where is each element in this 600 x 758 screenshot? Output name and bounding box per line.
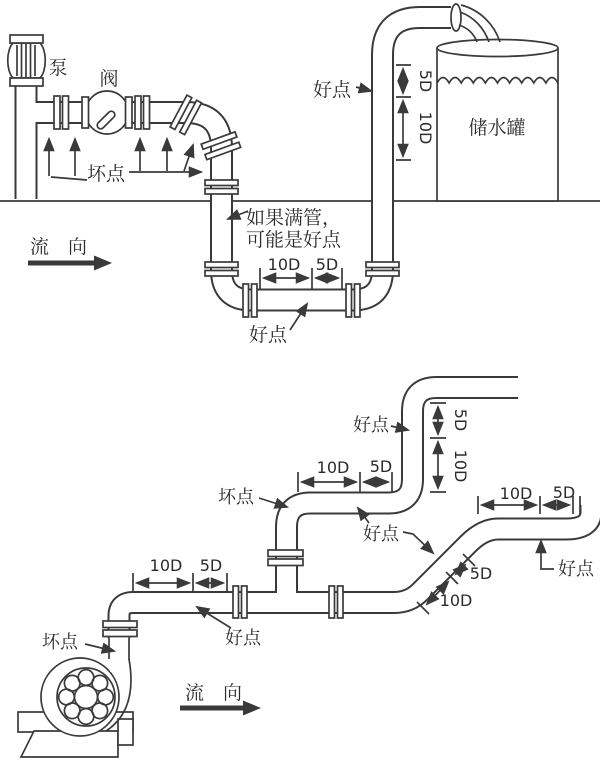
tank-label: 储水罐	[468, 117, 526, 139]
dim-riser-top	[396, 65, 435, 160]
flange-run-left-a	[243, 284, 249, 317]
bad-point-tee-label: 坏点	[218, 487, 254, 508]
good-point-run-label: 好点	[248, 324, 288, 346]
dim-10d-label: 10D	[451, 449, 470, 483]
dim-riser-bottom	[430, 403, 470, 492]
pipe-outlet-spout	[451, 4, 500, 42]
flange-after-valve-b	[144, 96, 150, 129]
flange-left-leg-b	[205, 271, 238, 277]
flow-label-top: 流 向	[30, 236, 88, 258]
flange-main-1b	[242, 586, 248, 618]
dim-5d-label: 5D	[315, 255, 339, 274]
flange-pump-outlet-b	[63, 96, 69, 129]
valve-label: 阀	[99, 68, 119, 90]
flange-main-2b	[338, 586, 344, 618]
blower-pump	[18, 636, 133, 757]
valve-body	[86, 91, 129, 134]
flow-label-bottom: 流 向	[185, 682, 243, 704]
tank-top-rim	[437, 40, 558, 57]
good-point-riser-label: 好点	[312, 79, 352, 101]
dim-10d-label: 10D	[439, 591, 473, 610]
top-pipes	[26, 18, 453, 301]
flange-blower-outlet-a	[103, 621, 137, 628]
dim-5d-label: 5D	[451, 408, 470, 432]
dim-run-top	[260, 255, 342, 290]
valve-right-disc	[126, 97, 133, 128]
pump-base-step	[118, 719, 133, 745]
flange-left-leg-a	[205, 262, 238, 268]
flange-main-1a	[233, 586, 239, 618]
flange-main-2a	[329, 586, 335, 618]
good-point-riser-leader	[356, 87, 371, 91]
flange-blower-outlet-b	[103, 630, 137, 637]
flange-run-right-b	[355, 284, 361, 317]
good-point-right-leader	[541, 541, 554, 569]
bad-point-tee-leader	[259, 498, 287, 507]
good-point-main-label: 好点	[225, 628, 261, 649]
dim-5d-label: 5D	[552, 483, 576, 502]
blower-outlet-bore	[110, 636, 128, 672]
flow-arrow-head	[94, 256, 112, 271]
pump-top	[8, 35, 46, 86]
flange-pump-outlet-a	[54, 96, 60, 129]
flange-after-valve-a	[135, 96, 141, 129]
dim-5d-label: 5D	[199, 556, 223, 575]
flange-tee-b	[268, 559, 303, 566]
dim-5d-label: 5D	[369, 457, 393, 476]
valve-left-disc	[82, 97, 89, 128]
pump-top-cap	[10, 35, 43, 43]
dim-10d-label: 10D	[267, 255, 301, 274]
full-pipe-note-line2: 可能是好点	[246, 229, 342, 251]
pump-bottom-cap	[10, 78, 43, 86]
good-point-elbow-leader-diag	[403, 532, 433, 553]
flange-run-right-a	[346, 284, 352, 317]
dim-10d-label: 10D	[499, 484, 533, 503]
top-diagram	[0, 4, 600, 346]
dim-5d-label: 5D	[469, 564, 493, 583]
main-pipe-bore	[26, 18, 453, 301]
flange-run-left-b	[252, 284, 258, 317]
dim-10d-label: 10D	[149, 556, 183, 575]
dim-10d-label: 10D	[316, 458, 350, 477]
flange-riser-a	[366, 262, 399, 268]
bad-point-pump-label: 坏点	[42, 632, 78, 653]
pump-label: 泵	[48, 57, 68, 79]
dim-right-run	[478, 483, 580, 514]
full-pipe-note-line1: 如果满管，	[246, 207, 342, 229]
flange-tee-a	[268, 550, 303, 557]
good-point-elbow-label: 好点	[363, 524, 399, 545]
pipe-mouth	[451, 4, 461, 31]
good-point-right-label: 好点	[558, 559, 594, 580]
bad-point-arrow-5	[184, 145, 193, 171]
main-run-bore	[119, 501, 591, 638]
flange-riser-b	[366, 271, 399, 277]
dim-5d-label: 5D	[416, 69, 435, 93]
dim-10d-label: 10D	[416, 111, 435, 145]
valve	[82, 91, 132, 134]
bad-point-label: 坏点	[86, 163, 126, 185]
bottom-diagram	[18, 388, 595, 758]
leader-line	[51, 177, 87, 180]
flow-arrow-head	[243, 701, 261, 716]
flange-downpipe-a	[205, 180, 238, 186]
pour-stream-outer	[461, 5, 500, 42]
blower-casing	[41, 658, 119, 736]
good-point-riser-label: 好点	[353, 415, 389, 436]
flange-downpipe-b	[205, 189, 238, 195]
dim-upper-run	[298, 457, 392, 492]
dim-main-run	[133, 556, 227, 593]
